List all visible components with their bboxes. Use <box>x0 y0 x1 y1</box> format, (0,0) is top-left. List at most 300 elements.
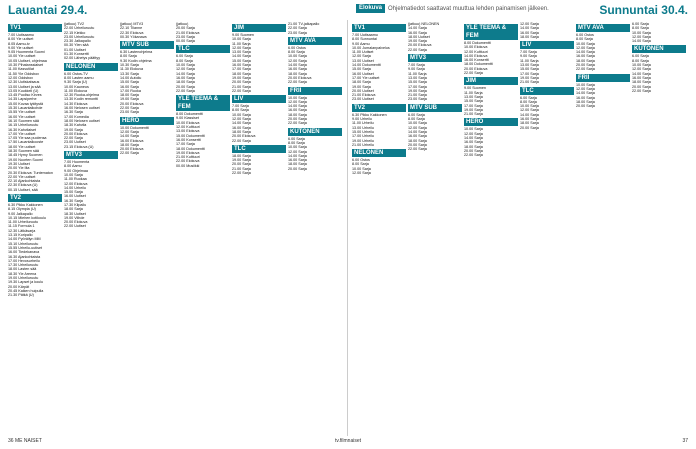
program-line: 12.00 Sarja <box>520 22 539 26</box>
program-line: 21.00 TV-jalkapallo <box>288 22 320 26</box>
program-line: 16.00 Konsertti <box>464 58 489 63</box>
program-line: 12.00 Sarja <box>176 67 195 72</box>
program-line: 19.00 Sarja <box>120 97 139 102</box>
program-line: 17.50 Lauantaikooste <box>8 140 44 145</box>
program-line: 6.30 Lastenohjelma <box>120 50 153 55</box>
program-line: 9.00 Ohjelmaa <box>64 168 88 173</box>
program-line: 16.00 Uutiset <box>352 71 374 76</box>
program-line: 10.00 Sarja <box>464 127 483 132</box>
program-line: 12.00 Sarja <box>120 129 139 134</box>
program-line: 21.00 Sarja <box>232 166 251 171</box>
program-line: 17.05 Yle saa puolensa <box>8 136 47 141</box>
channel-header: MTV3 <box>64 151 118 159</box>
program-line: 16.00 Sarja <box>520 30 539 35</box>
program-line: 14.00 Sarja <box>632 39 651 44</box>
footer-right: 37 <box>682 438 688 444</box>
program-line: 15.30 Lauantaikohde <box>8 106 43 111</box>
program-line: 6.00 Ostos-TV <box>64 71 88 76</box>
program-line: 20.00 Sarja <box>288 166 307 171</box>
program-line: 19.00 Urheilu <box>352 138 374 143</box>
legend-text: Ohjelmatiedot saattavat muuttua lehden painamisen jälkeen. <box>388 5 549 12</box>
listing-column <box>64 22 118 432</box>
program-line: 7.00 Sarja <box>408 63 425 68</box>
program-line: 8.00 Sarja <box>352 162 369 167</box>
channel-header: MTV AVA <box>576 24 630 32</box>
program-line: 22.00 Sarja <box>408 47 427 52</box>
program-line: 12.00 Sarja <box>632 34 651 39</box>
program-line: 20.00 Elokuva <box>464 66 488 71</box>
program-line: 18.00 Sarja <box>408 138 427 143</box>
program-line: 15.00 Sarja <box>408 80 427 85</box>
program-line: 7.00 Sarja <box>232 104 249 109</box>
program-line: 10.00 Dokumentti <box>120 125 149 130</box>
program-line: 12.30 Ruoka-ohjelma <box>64 93 100 98</box>
program-line: 00.00 Sarja <box>176 39 195 44</box>
program-line: 11.00 Urheiluruutu <box>8 220 39 225</box>
program-line: 16.00 Sarja <box>232 63 251 68</box>
program-line: 14.00 Dokumentti <box>352 63 381 68</box>
program-line: 23.00 Uutiset <box>64 140 86 145</box>
program-line: 19.00 Sarja <box>408 88 427 93</box>
program-line: 17.00 Yle uutiset <box>8 131 36 136</box>
program-line: 20.00 Elokuva <box>120 147 144 152</box>
program-line: 14.00 Pyöräilyn MM <box>8 237 41 242</box>
program-line: 16.00 Uutiset <box>64 194 86 199</box>
program-line: 22.00 Sarja <box>176 88 195 93</box>
program-line: 21.00 Sarja <box>520 80 539 85</box>
program-line: 6.00 Sarja <box>176 54 193 59</box>
program-line: 00.30 Yökanava <box>120 34 147 39</box>
listing-column <box>232 22 286 432</box>
program-line: (jatkuu) <box>176 22 189 26</box>
program-line: 12.00 Sarja <box>288 99 307 104</box>
program-line: 18.00 Sarja <box>232 129 251 134</box>
program-line: 8.00 Sarja <box>288 50 305 55</box>
program-line: 15.00 Urheilu <box>352 129 374 134</box>
program-line: 13.15 Koripallo <box>8 233 33 238</box>
program-line: 22.00 Sarja <box>120 151 139 156</box>
program-line: 10.00 Sarja <box>176 63 195 68</box>
program-line: 16.00 Sarja <box>288 158 307 163</box>
program-line: 16.00 Sarja <box>576 54 595 59</box>
program-line: 6.00 Sarja <box>632 22 649 26</box>
program-line: 10.00 Sarja <box>576 41 595 46</box>
program-line: 11.30 Elokuva <box>120 67 144 72</box>
program-line: 14.00 Sarja <box>408 129 427 134</box>
program-line: 16.10 Suomen sää <box>8 118 39 123</box>
program-line: 13.45 Puoliso Kirves <box>8 93 42 98</box>
program-line: 8.00 Sarja <box>120 54 137 59</box>
program-line: 23.00 Sarja <box>120 110 139 115</box>
footer-center: tv.filmnaiset <box>334 438 362 444</box>
program-line: 22.00 Urheiluruutu <box>64 26 95 31</box>
program-line: 10.30 Sarja <box>120 63 139 68</box>
program-line: 15.00 Sarja <box>520 67 539 72</box>
program-line: 18.45 Hymy Suomen <box>8 153 43 158</box>
program-line: 10.00 Sarja <box>288 54 307 59</box>
program-line: 22.00 Sarja <box>464 71 483 76</box>
program-line: 00.15 Uutiset, sää <box>8 187 38 192</box>
program-line: 20.00 Uutiset <box>352 88 374 93</box>
program-line: 9.00 Urheilu <box>352 117 372 122</box>
program-line: 14.00 Sarja <box>232 121 251 126</box>
program-line: 18.00 Sarja <box>576 99 595 104</box>
program-line: 13.00 Uutiset <box>352 58 374 63</box>
program-line: 16.00 Sarja <box>232 125 251 130</box>
program-line: 8.05 Aamu-tv <box>8 41 30 46</box>
program-line: 15.00 Sarja <box>232 58 251 63</box>
program-line: 15.55 Urheilu-uutiset <box>8 245 43 250</box>
program-line: 18.00 Sarja <box>632 80 651 85</box>
program-line: 22.00 Sarja <box>288 80 307 85</box>
program-line: 13.05 Kuukkeli (U) <box>8 88 39 93</box>
program-line: 18.00 Sarja <box>64 207 83 212</box>
program-line: 22.00 Elokuva <box>176 159 200 164</box>
program-line: 20.00 Sarja <box>408 142 427 147</box>
program-line: 12.00 Sarja <box>576 86 595 91</box>
program-line: 8.00 Sunnuntai <box>352 37 377 42</box>
program-line: 17.00 Sarja <box>176 142 195 147</box>
program-line: 22.00 Sarja <box>464 153 483 158</box>
program-line: 18.00 Sarja <box>288 71 307 76</box>
channel-header: TV2 <box>352 104 406 112</box>
program-line: 22.10 Tilanne <box>120 26 143 31</box>
program-line: 11.00 Sarja <box>408 71 427 76</box>
program-line: 17.30 Kilpailu <box>64 202 87 207</box>
legend-bar <box>356 4 549 13</box>
program-line: 12.30 Lätkäsarja <box>8 228 36 233</box>
program-line: 11.00 Sarja <box>520 58 539 63</box>
program-line: 11.00 Kasvutilat <box>8 67 34 72</box>
program-line: 6.00 Sarja <box>520 95 537 100</box>
program-line: 22.10 Ajankohtaista <box>8 179 41 184</box>
program-line: 7.00 Sarja <box>520 50 537 55</box>
listing-column <box>8 22 62 432</box>
channel-header: YLE TEEMA & FEM <box>464 24 518 40</box>
program-line: 20.00 Sarja <box>176 84 195 89</box>
program-line: 13.00 Elokuva <box>176 129 200 134</box>
program-line: 11.00 Elokuva <box>64 88 88 93</box>
program-line: 18.00 Sarja <box>464 144 483 149</box>
program-line: 18.00 Nelosen uutiset <box>64 118 100 123</box>
program-line: 8.00 Dokumentti <box>176 112 203 117</box>
program-line: 20.00 Sarja <box>520 125 539 130</box>
program-line: 11.15 Formula 1 <box>8 224 35 229</box>
program-line: 9.00 Klassiset <box>176 116 199 121</box>
channel-header: HERO <box>120 117 174 125</box>
listing-column <box>408 22 462 432</box>
program-line: 8.00 Lasten aamu <box>64 75 94 80</box>
program-line: 18.30 Kahvila <box>64 123 87 128</box>
program-line: 16.00 Sarja <box>464 140 483 145</box>
program-line: 8.00 Sarja <box>632 58 649 63</box>
program-line: 8.00 Sarja <box>632 26 649 31</box>
day-heading-right: Sunnuntai 30.4. <box>599 3 688 17</box>
channel-header: FRII <box>288 87 342 95</box>
program-line: 22.00 Sarja <box>632 88 651 93</box>
program-line: 21.00 Elokuva <box>176 30 200 35</box>
footer-left: 36 ME NAISET <box>8 438 42 444</box>
program-line: 20.00 Sarja <box>576 104 595 109</box>
program-line: 18.00 Sarja <box>288 112 307 117</box>
program-line: 14.00 Sarja <box>464 136 483 141</box>
program-line: 6.00 Ostos <box>352 158 370 163</box>
program-line: (jatkuu) TV2 <box>64 22 85 26</box>
program-line: 20.00 Elokuva <box>64 131 88 136</box>
program-line: 9.00 Aamu <box>352 41 370 46</box>
program-line: 22.00 Sarja <box>232 138 251 143</box>
program-line: 12.00 Sarja <box>352 171 371 176</box>
channel-header: TV2 <box>8 194 62 202</box>
program-line: 21.00 Sarja <box>464 112 483 117</box>
program-line: 20.00 Elokuva <box>408 43 432 48</box>
channel-header: MTV SUB <box>120 41 174 49</box>
program-line: 23.15 Elokuva (U) <box>64 144 94 149</box>
program-line: 6.00 Sarja <box>288 136 305 141</box>
program-line: 16.00 Sarja <box>408 30 427 35</box>
program-line: 8.00 Dokumentti <box>464 41 491 45</box>
program-line: 20.00 Elokuva <box>120 101 144 106</box>
program-line: 22.00 Uutiset <box>64 224 86 229</box>
program-line: 20.00 Sarja <box>464 148 483 153</box>
program-line: 21.00 Elokuva <box>352 93 376 98</box>
program-line: 15.00 Dokumentti <box>176 133 205 138</box>
program-line: 16.00 Sarja <box>176 75 195 80</box>
channel-header: JIM <box>232 24 286 32</box>
program-line: 18.00 Sarja <box>520 121 539 126</box>
program-line: 14.00 Sarja <box>632 71 651 76</box>
program-line: 14.00 Sarja <box>176 71 195 76</box>
program-line: 11.50 Yle Oddsbox <box>8 71 40 76</box>
program-line: 22.00 Sarja <box>408 147 427 152</box>
program-line: 10.15 Miehen kotikoulu <box>8 215 46 220</box>
program-line: 14.00 Autoilu <box>120 75 142 80</box>
program-line: 18.00 Sarja <box>576 58 595 63</box>
program-line: 15.00 Sarja <box>120 80 139 85</box>
program-line: 10.00 Elokuva <box>176 120 200 125</box>
program-line: 16.30 Sarja <box>64 110 83 115</box>
program-line: 21.00 Urheilu <box>352 142 374 147</box>
program-line: 11.00 Uutiset <box>352 50 374 55</box>
program-line: 13.00 Urheilu <box>352 125 374 130</box>
listing-column <box>576 22 630 432</box>
program-line: 22.00 Sarja <box>288 26 307 31</box>
program-line: 12.00 Sarja <box>288 149 307 154</box>
program-line: 14.00 Sarja <box>408 26 427 31</box>
program-line: 14.00 Sarja <box>576 91 595 96</box>
program-line: 9.00 Suomen <box>232 33 254 37</box>
program-line: 12.30 Uutiskatsaus <box>8 80 40 85</box>
program-line: 6.00 Ostos <box>576 33 594 37</box>
program-line: 17.00 Urheilu <box>352 134 374 139</box>
program-line: 16.00 Elokuva <box>120 138 144 143</box>
program-line: 16.00 Sarja <box>520 117 539 122</box>
program-line: 20.30 Elokuva: Tuntematon <box>8 170 53 175</box>
program-line: 22.00 Sarja <box>232 88 251 93</box>
program-line: 10.00 Yle uutiset <box>8 54 36 59</box>
program-line: 12.00 Kulttuuri <box>176 125 200 130</box>
program-line: 23.00 Uutiset <box>352 97 374 102</box>
program-line: 16.00 Sarja <box>288 108 307 113</box>
program-line: 15.00 Kovaa tykitystä <box>8 101 44 106</box>
channel-header: MTV3 <box>408 54 462 62</box>
program-line: 7.00 Uutisaamu <box>8 33 34 37</box>
program-line: 19.30 Uutiset <box>8 161 30 166</box>
program-line: 12.00 Elokuva <box>64 181 88 186</box>
program-line: 19.00 Sarja <box>520 75 539 80</box>
program-line: 20.00 Sarja <box>632 84 651 89</box>
program-line: 11.00 Sarja <box>464 90 483 95</box>
program-line: 12.00 Sarja <box>352 54 371 59</box>
program-line: 23.00 Sarja <box>176 34 195 39</box>
program-line: 18.00 Dokumentti <box>176 146 205 151</box>
program-line: 10.00 Sarja <box>576 82 595 87</box>
program-line: 18.00 Dokumentti <box>464 62 493 67</box>
program-line: 12.00 Sarja <box>408 125 427 130</box>
program-line: 14.00 Sarja <box>520 26 539 31</box>
program-line: 19.30 Lapset ja koulu <box>8 280 44 285</box>
program-line: 6.00 Sarja <box>632 54 649 59</box>
program-line: 9.30 Sarja (U) <box>64 80 87 85</box>
program-line: 13.00 Sarja <box>408 75 427 80</box>
program-line: 19.00 Sarja <box>464 107 483 112</box>
program-line: 16.00 Yle uutiset <box>8 114 36 119</box>
program-line: 01.30 Konsertti <box>64 52 89 57</box>
program-line: 12.00 Sarja <box>464 131 483 136</box>
program-line: 00.30 Ylen sää <box>64 43 89 48</box>
program-line: 10.00 Sarja <box>520 104 539 109</box>
program-line: 17.30 Urheiluruutu <box>8 263 39 268</box>
program-line: 11.00 Sarja <box>232 41 251 46</box>
channel-header: TV1 <box>352 24 406 32</box>
program-line: 10.00 Kauneus <box>64 84 89 89</box>
day-heading-left: Lauantai 29.4. <box>8 3 88 17</box>
program-line: 8.00 Sarja <box>408 117 425 122</box>
program-line: 18.00 Sarja <box>232 153 251 158</box>
program-line: 6.00 Ostos <box>288 45 306 50</box>
program-line: 17.00 Sarja <box>520 71 539 76</box>
program-line: 19.00 Sarja <box>232 158 251 163</box>
program-line: 01.00 Uutiset <box>64 47 86 52</box>
program-line: 20.00 Sarja <box>288 117 307 122</box>
program-line: 10.00 Sarja <box>64 172 83 177</box>
program-line: 17.00 Sarja <box>464 103 483 108</box>
program-line: 21.30 Pätkä (U) <box>8 293 34 298</box>
listing-column <box>520 22 574 432</box>
program-line: 8.15 Olympia (U) <box>8 207 36 212</box>
program-line: 23.00 Sarja <box>288 30 307 35</box>
program-line: 23.00 Sarja <box>408 97 427 102</box>
program-line: 16.00 Nelosen uutiset <box>64 106 100 111</box>
program-line: 12.00 Sarja <box>632 67 651 72</box>
program-line: 10.30 Pihatanssiaiset <box>8 63 44 68</box>
program-line: (jatkuu) MTV3 <box>120 22 144 26</box>
listing-column <box>120 22 174 432</box>
program-line: 22.00 Sarja <box>232 171 251 176</box>
program-line: 10.00 Sarja <box>632 63 651 68</box>
program-line: 18.30 Uutiset <box>64 211 86 216</box>
program-line: 10.00 Elokuva <box>464 45 488 50</box>
program-line: 12.00 Sarja <box>232 117 251 122</box>
channel-header: LIV <box>520 41 574 49</box>
program-line: 16.30 Ajankohtaista <box>8 254 41 259</box>
program-line: 23.30 Jalkapallo <box>64 39 91 44</box>
program-line: 19.00 Nuorten Suomi <box>8 157 43 162</box>
program-line: 8.00 Sarja <box>288 140 305 145</box>
program-line: 18.00 Sarja <box>520 34 539 39</box>
channel-header: MTV SUB <box>408 104 462 112</box>
program-line: 18.00 Sarja <box>232 71 251 76</box>
program-line: 17.00 Sarja <box>408 84 427 89</box>
channel-header: TLC <box>176 45 230 53</box>
program-line: 23.00 Urheiluruutu <box>64 34 95 39</box>
program-line: 14.00 Sarja <box>520 112 539 117</box>
program-line: 8.00 Aamu <box>64 164 82 169</box>
program-line: 20.45 Kaiken huipulla <box>8 288 44 293</box>
program-line: 12.00 Oddsbox <box>8 75 34 80</box>
program-line: 7.00 Uutisaamu <box>352 33 378 37</box>
program-line: 22.15 Kiekko <box>64 30 86 35</box>
program-line: 8.00 Sarja <box>176 58 193 63</box>
program-line: 10.00 Sarja <box>232 112 251 117</box>
program-line: 16.00 Sarja <box>632 75 651 80</box>
program-line: 00.00 Musiikki <box>176 163 200 168</box>
program-line: 12.00 Sarja <box>288 58 307 63</box>
channel-header: YLE TEEMA & FEM <box>176 95 230 111</box>
page-footer <box>0 438 696 446</box>
channel-header: NELONEN <box>64 63 118 71</box>
program-line: 13.00 Sarja <box>464 94 483 99</box>
program-line: 16.00 Sarja <box>120 84 139 89</box>
program-line: 11.00 Ruokaa <box>64 177 87 182</box>
program-line: 20.00 Sarja <box>576 63 595 68</box>
program-line: 16.00 Sarja <box>288 67 307 72</box>
program-line: 19.00 Viihde <box>64 215 85 220</box>
channel-header: NELONEN <box>352 149 406 157</box>
program-line: 18.00 Sarja <box>176 80 195 85</box>
program-line: 13.00 Sarja <box>520 63 539 68</box>
program-line: 8.00 Sarja <box>520 99 537 104</box>
program-line: 10.05 Uutiset, ohjelmaa <box>8 58 47 63</box>
program-line: 15.10 Urheiluruutu <box>8 241 39 246</box>
program-line: 9.00 Sarja <box>520 54 537 59</box>
program-line: 6.30 Pikku Kakkonen <box>352 112 387 117</box>
program-line: 17.00 Sarja <box>232 67 251 72</box>
program-line: 13.00 Sarja <box>232 50 251 55</box>
program-line: 18.30 Suomen sää <box>8 149 39 154</box>
channel-header: TLC <box>232 145 286 153</box>
program-line: 19.00 Sarja <box>352 84 371 89</box>
channel-header: JIM <box>464 77 518 85</box>
program-line: 22.00 Yle uutiset <box>8 174 36 179</box>
program-line: 12.00 Sarja <box>232 45 251 50</box>
program-line: 14.00 Urheilu <box>64 185 86 190</box>
program-line: 8.00 Sarja <box>232 108 249 113</box>
program-line: 13.30 Sarja <box>120 71 139 76</box>
program-line: 12.00 Sarja <box>520 108 539 113</box>
program-line: 20.00 Sarja <box>232 80 251 85</box>
program-line: 21.00 Sarja <box>408 93 427 98</box>
program-line: 22.00 Sarja <box>120 106 139 111</box>
program-line: 13.30 Kodin remontti <box>64 97 99 102</box>
program-line: 16.00 Sarja <box>576 95 595 100</box>
program-line: 22.00 Sarja <box>288 121 307 126</box>
program-line: 9.30 Kodin ohjelma <box>120 58 152 63</box>
program-line: 15.00 Sarja <box>464 99 483 104</box>
program-line: 15.00 Sarja <box>64 190 83 195</box>
program-line: 18.00 Uutiset <box>408 34 430 39</box>
program-line: 14.30 Elokuva <box>64 101 88 106</box>
